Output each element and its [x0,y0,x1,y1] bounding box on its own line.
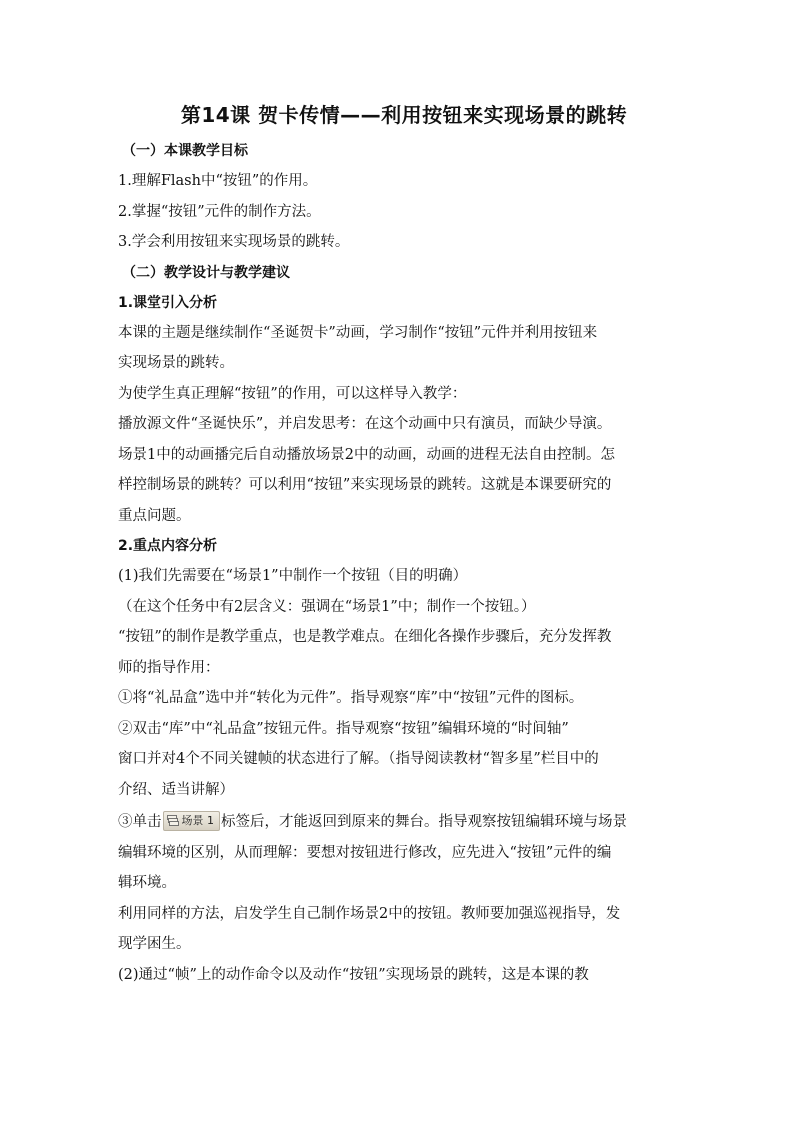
analysis-line: ①将“礼品盒”选中并“转化为元件”。指导观察“库”中“按钮”元件的图标。 [118,690,584,706]
scene-icon [167,815,179,826]
section-heading-goals: （一）本课教学目标 [122,143,248,159]
intro-line: 为使学生真正理解“按钮”的作用，可以这样导入教学： [118,385,467,402]
document-page [118,100,690,990]
section-heading-design: （二）教学设计与教学建议 [122,264,290,281]
analysis-line: ②双击“库”中“礼品盒”按钮元件。指导观察“按钮”编辑环境的“时间轴” [118,720,569,737]
intro-line: 本课的主题是继续制作“圣诞贺卡”动画，学习制作“按钮”元件并利用按钮来 [118,324,598,341]
analysis-line: 师的指导作用： [118,659,220,676]
intro-line: 实现场景的跳转。 [118,355,234,371]
closing-line: 编辑环境的区别，从而理解：要想对按钮进行修改，应先进入“按钮”元件的编 [118,844,612,861]
analysis-line: “按钮”的制作是教学重点，也是教学难点。在细化各操作步骤后，充分发挥教 [118,629,612,645]
step3-prefix: ③单击 [118,814,162,830]
intro-line: 重点问题。 [118,507,191,524]
closing-line: 利用同样的方法，启发学生自己制作场景2中的按钮。教师要加强巡视指导，发 [118,905,621,922]
analysis-line: 介绍、适当讲解） [118,781,234,798]
goal-item: 3.学会利用按钮来实现场景的跳转。 [118,234,350,250]
closing-line: 辑环境。 [118,875,176,891]
intro-line: 播放源文件“圣诞快乐”，并启发思考：在这个动画中只有演员，而缺少导演。 [118,416,612,432]
scene-tab-image [163,811,221,831]
closing-line: (2)通过“帧”上的动作命令以及动作“按钮”实现场景的跳转，这是本课的教 [118,966,589,983]
analysis-line: （在这个任务中有2层含义：强调在“场景1”中；制作一个按钮。） [118,598,536,615]
analysis-line: 窗口并对4个不同关键帧的状态进行了解。（指导阅读教材“智多星”栏目中的 [118,751,599,767]
analysis-line: (1)我们先需要在“场景1”中制作一个按钮（目的明确） [118,568,468,584]
subheading-intro: 1.课堂引入分析 [118,294,218,311]
intro-line: 场景1中的动画播完后自动播放场景2中的动画，动画的进程无法自由控制。怎 [118,446,615,463]
intro-line: 样控制场景的跳转？可以利用“按钮”来实现场景的跳转。这就是本课要研究的 [118,477,612,493]
step3-suffix: 标签后，才能返回到原来的舞台。指导观察按钮编辑环境与场景 [221,814,627,830]
goal-item: 2.掌握“按钮”元件的制作方法。 [118,203,321,220]
scene-tab-label: 场景 1 [181,813,214,827]
closing-line: 现学困生。 [118,936,191,952]
step3-line [118,807,690,838]
goal-item: 1.理解Flash中“按钮”的作用。 [118,173,318,189]
subheading-analysis: 2.重点内容分析 [118,538,218,554]
document-title: 第14课 贺卡传情——利用按钮来实现场景的跳转 [180,103,628,127]
